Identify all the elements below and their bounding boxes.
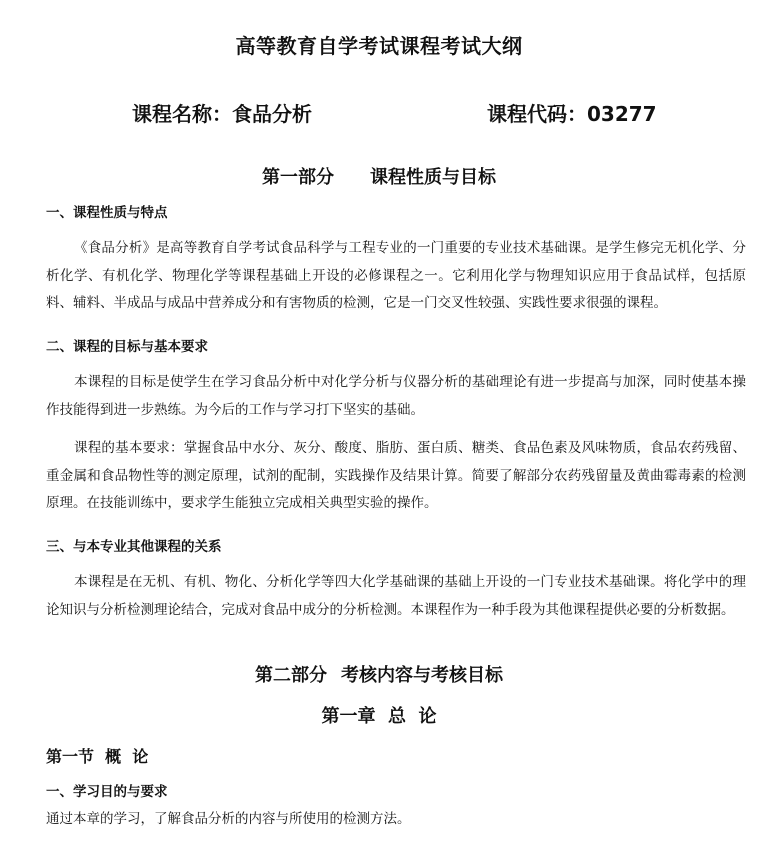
paragraph: 课程的基本要求：掌握食品中水分、灰分、酸度、脂肪、蛋白质、糖类、食品色素及风味物质，食品农药残留、重金属和食品物性等的测定原理，试剂的配制，实践操作及结果计算。简要了解部分农药残留量及黄曲霉毒素的检测原理。在技能训练中，要求学生能独立完成相关典型实验的操作。 (46, 440, 746, 511)
part-one-heading (0, 163, 758, 189)
part-two-heading (0, 661, 758, 687)
part-two-title: 考核内容与考核目标 (341, 665, 503, 686)
section-title: 一、学习目的与要求 (46, 784, 168, 800)
chapter-title: 第一章 总 论 (321, 706, 437, 727)
paragraph: 本课程是在无机、有机、物化、分析化学等四大化学基础课的基础上开设的一门专业技术基础课。将化学中的理论知识与分析检测理论结合，完成对食品中成分的分析检测。本课程作为一种手段为其他课程提供必要的分析数据。 (46, 574, 746, 618)
section-title: 一、课程性质与特点 (46, 205, 168, 221)
course-name: 课程名称：食品分析 (132, 102, 312, 126)
paragraph: 通过本章的学习，了解食品分析的内容与所使用的检测方法。 (46, 811, 411, 827)
part-one-title: 课程性质与目标 (370, 167, 496, 188)
part-one-label: 第一部分 (262, 167, 334, 188)
paragraph: 《食品分析》是高等教育自学考试食品科学与工程专业的一门重要的专业技术基础课。是学生修完无机化学、分析化学、有机化学、物理化学等课程基础上开设的必修课程之一。它利用化学与物理知识应用于食品试样，包括原料、辅料、半成品与成品中营养成分和有害物质的检测，它是一门交叉性较强、实践性要求很强的课程。 (46, 240, 746, 311)
document-title: 高等教育自学考试课程考试大纲 (235, 34, 523, 58)
section-node-title: 第一节 概 论 (46, 747, 149, 766)
section-title: 三、与本专业其他课程的关系 (46, 539, 222, 555)
part-two-label: 第二部分 (255, 665, 327, 686)
section-title: 二、课程的目标与基本要求 (46, 339, 208, 355)
paragraph: 本课程的目标是使学生在学习食品分析中对化学分析与仪器分析的基础理论有进一步提高与加深，同时使基本操作技能得到进一步熟练。为今后的工作与学习打下坚实的基础。 (46, 374, 746, 418)
course-code: 课程代码：03277 (487, 102, 657, 126)
